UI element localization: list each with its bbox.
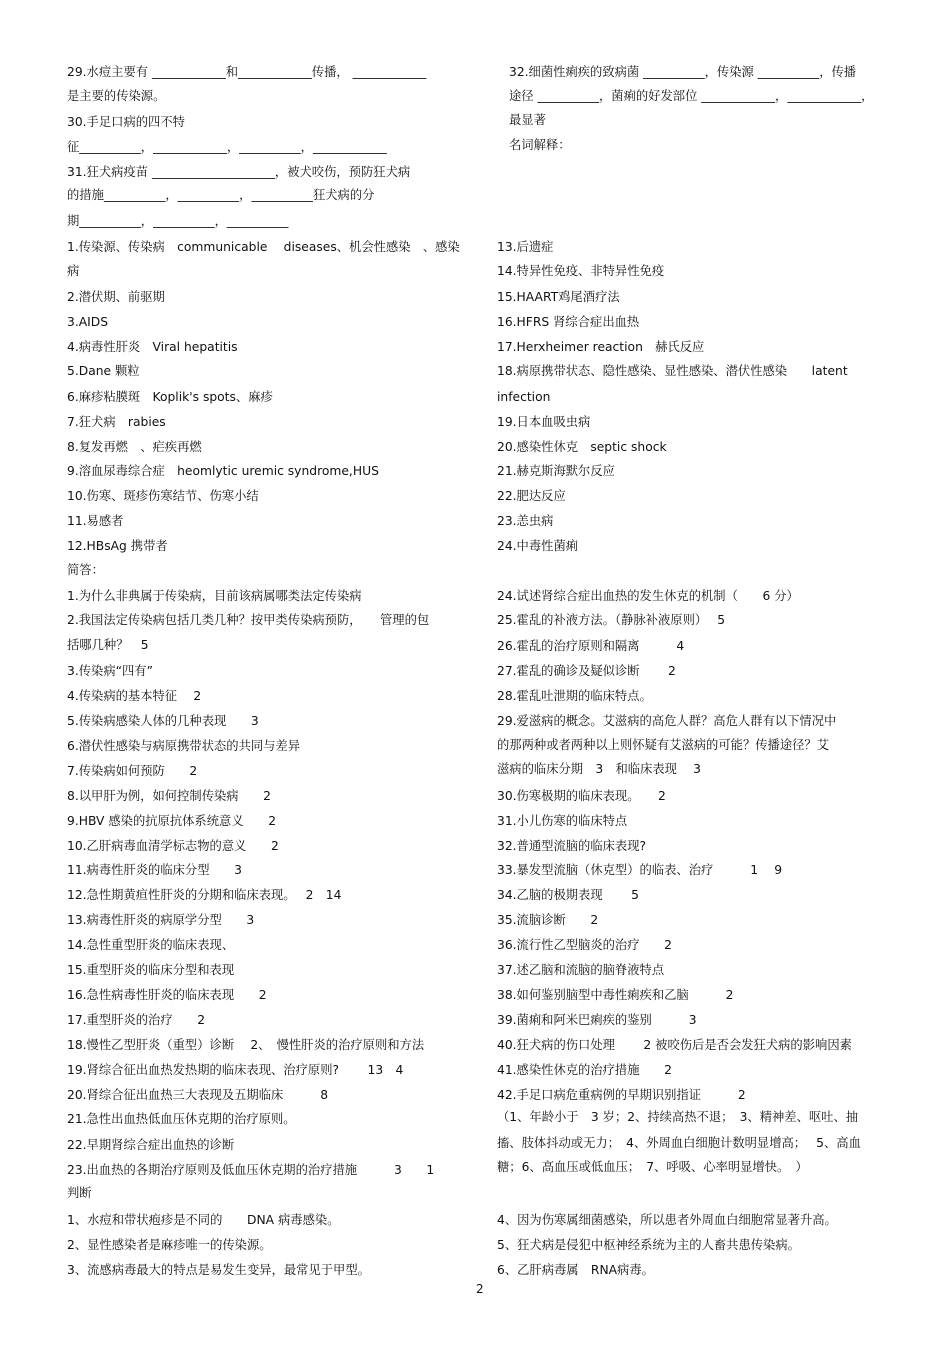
question-item: 2.我国法定传染病包括几类几种？按甲类传染病预防， 管理的包	[67, 613, 430, 627]
question-item: 3.传染病“四有”	[67, 664, 153, 678]
term-item: 1.传染源、传染病 communicable diseases、机会性感染 、感染	[67, 240, 460, 254]
question-item: 19.肾综合征出血热发热期的临床表现、治疗原则? 13 4	[67, 1063, 404, 1077]
term-item: 11.易感者	[67, 514, 124, 528]
term-item: 2.潜伏期、前驱期	[67, 290, 165, 304]
question-item: 17.重型肝炎的治疗 2	[67, 1013, 206, 1027]
judgment-item: 6、乙肝病毒属 RNA病毒。	[497, 1263, 654, 1277]
question-item: 7.传染病如何预防 2	[67, 764, 198, 778]
question-item: 18.慢性乙型肝炎（重型）诊断 2、 慢性肝炎的治疗原则和方法	[67, 1038, 425, 1052]
term-item: 13.后遗症	[497, 240, 554, 254]
question-item: 16.急性病毒性肝炎的临床表现 2	[67, 988, 267, 1002]
term-item: 14.特异性免疫、非特异性免疫	[497, 264, 665, 278]
section-heading: 判断	[67, 1186, 92, 1200]
term-item: 8.复发再燃 、疟疾再燃	[67, 440, 202, 454]
page-number: 2	[476, 1282, 484, 1296]
fill-in-line: 32.细菌性痢疾的致病菌 __________，传染源 __________，传播	[509, 65, 857, 79]
question-item: 25.霍乱的补液方法。（静脉补液原则） 5	[497, 613, 726, 627]
question-item: 30.伤寒极期的临床表现。 2	[497, 789, 666, 803]
term-item: 16.HFRS 肾综合症出血热	[497, 315, 640, 329]
term-item: 21.赫克斯海默尔反应	[497, 464, 615, 478]
term-item: 22.肥达反应	[497, 489, 566, 503]
term-item: 23.恙虫病	[497, 514, 554, 528]
term-item: 9.溶血尿毒综合症 heomlytic uremic syndrome,HUS	[67, 464, 379, 478]
section-heading: 简答：	[67, 563, 104, 577]
question-item: 24.试述肾综合症出血热的发生休克的机制（ 6 分）	[497, 589, 799, 603]
term-item: infection	[497, 390, 551, 404]
judgment-item: 5、狂犬病是侵犯中枢神经系统为主的人畜共患传染病。	[497, 1238, 800, 1252]
fill-in-line: 征__________，____________，__________，____________	[67, 140, 387, 154]
question-item: 36.流行性乙型脑炎的治疗 2	[497, 938, 672, 952]
question-item: 28.霍乱吐泄期的临床特点。	[497, 689, 652, 703]
question-item: 21.急性出血热低血压休克期的治疗原则。	[67, 1112, 296, 1126]
question-item: 滋病的临床分期 3 和临床表现 3	[497, 762, 702, 776]
question-item: 8.以甲肝为例，如何控制传染病 2	[67, 789, 272, 803]
term-item: 3.AIDS	[67, 315, 109, 329]
question-item: 20.肾综合征出血热三大表现及五期临床 8	[67, 1088, 329, 1102]
question-item: 23.出血热的各期治疗原则及低血压休克期的治疗措施 3 1	[67, 1163, 435, 1177]
judgment-item: 3、流感病毒最大的特点是易发生变异，最常见于甲型。	[67, 1263, 370, 1277]
fill-in-line: 途径 __________，菌痢的好发部位 ____________，____________，	[509, 89, 874, 103]
term-item: 20.感染性休克 septic shock	[497, 440, 667, 454]
term-item: 4.病毒性肝炎 Viral hepatitis	[67, 340, 238, 354]
term-item: 15.HAART鸡尾酒疗法	[497, 290, 620, 304]
term-item: 6.麻疹粘膜斑 Koplik's spots、麻疹	[67, 390, 273, 404]
question-item: 31.小儿伤寒的临床特点	[497, 814, 628, 828]
question-item: 42.手足口病危重病例的早期识别指证 2	[497, 1088, 746, 1102]
question-item: 27.霍乱的确诊及疑似诊断 2	[497, 664, 676, 678]
term-item: 10.伤寒、斑疹伤寒结节、伤寒小结	[67, 489, 259, 503]
question-item: 5.传染病感染人体的几种表现 3	[67, 714, 259, 728]
question-item: 12.急性期黄疸性肝炎的分期和临床表现。 2 14	[67, 888, 342, 902]
question-item: 1.为什么非典属于传染病，目前该病属哪类法定传染病	[67, 589, 362, 603]
question-item: 括哪几种？ 5	[67, 638, 149, 652]
question-item: 13.病毒性肝炎的病原学分型 3	[67, 913, 255, 927]
question-item: 26.霍乱的治疗原则和隔离 4	[497, 639, 685, 653]
question-item: 15.重型肝炎的临床分型和表现	[67, 963, 235, 977]
question-item: 35.流脑诊断 2	[497, 913, 599, 927]
question-item: 9.HBV 感染的抗原抗体系统意义 2	[67, 814, 277, 828]
question-item: （1、年龄小于 3 岁；2、持续高热不退； 3、精神差、呕吐、抽	[497, 1110, 859, 1124]
question-item: 29.爱滋病的概念。艾滋病的高危人群？高危人群有以下情况中	[497, 714, 837, 728]
section-heading: 名词解释：	[509, 138, 571, 152]
question-item: 11.病毒性肝炎的临床分型 3	[67, 863, 242, 877]
fill-in-line: 最显著	[509, 113, 546, 127]
question-item: 的那两种或者两种以上则怀疑有艾滋病的可能？传播途径？艾	[497, 738, 830, 752]
term-item: 19.日本血吸虫病	[497, 415, 591, 429]
fill-in-line: 31.狂犬病疫苗 ____________________，被犬咬伤，预防狂犬病	[67, 165, 411, 179]
term-item: 5.Dane 颗粒	[67, 364, 140, 378]
question-item: 39.菌痢和阿米巴痢疾的鉴别 3	[497, 1013, 697, 1027]
question-item: 4.传染病的基本特征 2	[67, 689, 202, 703]
question-item: 糖；6、高血压或低血压； 7、呼吸、心率明显增快。 ）	[497, 1160, 808, 1174]
fill-in-line: 是主要的传染源。	[67, 89, 166, 103]
term-item: 病	[67, 264, 80, 278]
question-item: 14.急性重型肝炎的临床表现、	[67, 938, 235, 952]
term-item: 18.病原携带状态、隐性感染、显性感染、潜伏性感染 latent	[497, 364, 848, 378]
question-item: 32.普通型流脑的临床表现?	[497, 839, 647, 853]
question-item: 10.乙肝病毒血清学标志物的意义 2	[67, 839, 279, 853]
question-item: 22.早期肾综合症出血热的诊断	[67, 1138, 235, 1152]
question-item: 6.潜伏性感染与病原携带状态的共同与差异	[67, 739, 301, 753]
fill-in-line: 30.手足口病的四不特	[67, 115, 185, 129]
judgment-item: 2、显性感染者是麻疹唯一的传染源。	[67, 1238, 272, 1252]
question-item: 40.狂犬病的伤口处理 2 被咬伤后是否会发狂犬病的影响因素	[497, 1038, 852, 1052]
question-item: 34.乙脑的极期表现 5	[497, 888, 639, 902]
question-item: 38.如何鉴别脑型中毒性痢疾和乙脑 2	[497, 988, 734, 1002]
term-item: 7.狂犬病 rabies	[67, 415, 166, 429]
term-item: 24.中毒性菌痢	[497, 539, 579, 553]
judgment-item: 1、水痘和带状疱疹是不同的 DNA 病毒感染。	[67, 1213, 340, 1227]
fill-in-line: 29.水痘主要有 ____________和____________传播， ____________	[67, 65, 427, 79]
question-item: 搐、肢体抖动或无力； 4、外周血白细胞计数明显增高； 5、高血	[497, 1136, 861, 1150]
question-item: 33.暴发型流脑（休克型）的临表、治疗 1 9	[497, 863, 783, 877]
term-item: 12.HBsAg 携带者	[67, 539, 168, 553]
fill-in-line: 的措施__________，__________，__________狂犬病的分	[67, 188, 375, 202]
judgment-item: 4、因为伤寒属细菌感染，所以患者外周血白细胞常显著升高。	[497, 1213, 837, 1227]
question-item: 41.感染性休克的治疗措施 2	[497, 1063, 672, 1077]
term-item: 17.Herxheimer reaction 赫氏反应	[497, 340, 705, 354]
question-item: 37.述乙脑和流脑的脑脊液特点	[497, 963, 665, 977]
fill-in-line: 期__________，__________，__________	[67, 214, 289, 228]
